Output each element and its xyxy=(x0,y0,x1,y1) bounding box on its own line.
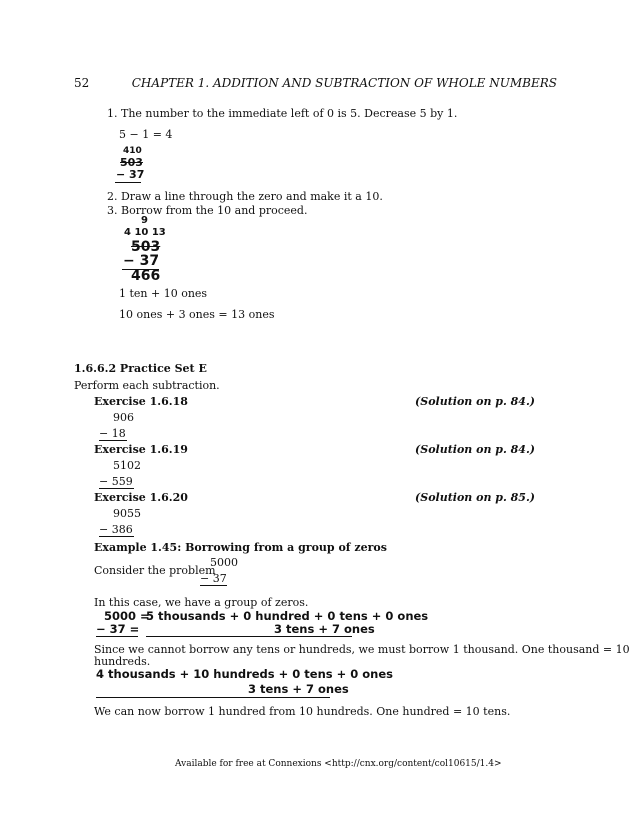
step-2-text: 2. Draw a line through the zero and make it a 10. xyxy=(107,190,383,203)
exercise-bottom-number: − 18 xyxy=(99,427,126,440)
exercise-top-number: 9055 xyxy=(113,507,141,520)
fig2-subtrahend: − 37 xyxy=(123,253,160,269)
row4-rule xyxy=(96,697,330,698)
fig2-carry-row: 4 10 13 xyxy=(124,227,166,238)
fig2-nine: 9 xyxy=(141,215,148,226)
example-title: Example 1.45: Borrowing from a group of zeros xyxy=(94,541,387,554)
ten-ones-line: 1 ten + 10 ones xyxy=(119,287,208,300)
consider-text: Consider the problem xyxy=(94,564,216,577)
row2-right-rule xyxy=(146,636,352,637)
step-1-text: 1. The number to the immediate left of 0 is 5. Decrease 5 by 1. xyxy=(107,107,458,120)
section-intro: Perform each subtraction. xyxy=(74,379,220,392)
fig2-result: 466 xyxy=(131,268,161,284)
row2-right: 3 tens + 7 ones xyxy=(274,622,375,636)
solution-link[interactable]: (Solution on p. 84.) xyxy=(415,395,535,408)
footer-text[interactable]: Available for free at Connexions <http://cnx.org/content/col10615/1.4> xyxy=(175,759,502,769)
exercise-label: Exercise 1.6.19 xyxy=(94,443,188,456)
exercise-top-number: 5102 xyxy=(113,459,141,472)
problem-top: 5000 xyxy=(210,556,238,569)
row2-left-rule xyxy=(96,636,138,637)
fig1-rule xyxy=(115,182,141,183)
exercise-label: Exercise 1.6.18 xyxy=(94,395,188,408)
exercise-bottom-number: − 559 xyxy=(99,475,133,488)
exercise-bottom-number: − 386 xyxy=(99,523,133,536)
fig1-subtrahend: − 37 xyxy=(116,168,145,181)
fig1-number: 503 xyxy=(120,156,143,169)
problem-bottom: − 37 xyxy=(200,572,227,585)
solution-link[interactable]: (Solution on p. 84.) xyxy=(415,443,535,456)
row4-text: 3 tens + 7 ones xyxy=(248,682,349,696)
borrow-hundred-text: We can now borrow 1 hundred from 10 hundreds. One hundred = 10 tens. xyxy=(94,705,511,718)
exercise-top-number: 906 xyxy=(113,411,134,424)
row2-left: − 37 = xyxy=(96,622,140,636)
chapter-title: CHAPTER 1. ADDITION AND SUBTRACTION OF WHOLE NUMBERS xyxy=(131,76,557,90)
group-zeros-text: In this case, we have a group of zeros. xyxy=(94,596,309,609)
solution-link[interactable]: (Solution on p. 85.) xyxy=(415,491,535,504)
page-number: 52 xyxy=(74,76,90,90)
thirteen-ones-line: 10 ones + 3 ones = 13 ones xyxy=(119,308,275,321)
exercise-label: Exercise 1.6.20 xyxy=(94,491,188,504)
fig1-carry: 410 xyxy=(123,146,142,156)
row3-text: 4 thousands + 10 hundreds + 0 tens + 0 ones xyxy=(96,667,393,681)
row1-right: 5 thousands + 0 hundred + 0 tens + 0 ones xyxy=(146,609,429,623)
fig2-number: 503 xyxy=(131,239,161,255)
equation-5-minus-1: 5 − 1 = 4 xyxy=(119,128,173,141)
section-title: 1.6.6.2 Practice Set E xyxy=(74,362,207,375)
row1-left: 5000 = xyxy=(104,609,150,623)
since-text-2: hundreds. xyxy=(94,655,151,668)
since-text: Since we cannot borrow any tens or hundreds, we must borrow 1 thousand. One thousand = 10 xyxy=(94,643,630,656)
step-3-text: 3. Borrow from the 10 and proceed. xyxy=(107,204,308,217)
